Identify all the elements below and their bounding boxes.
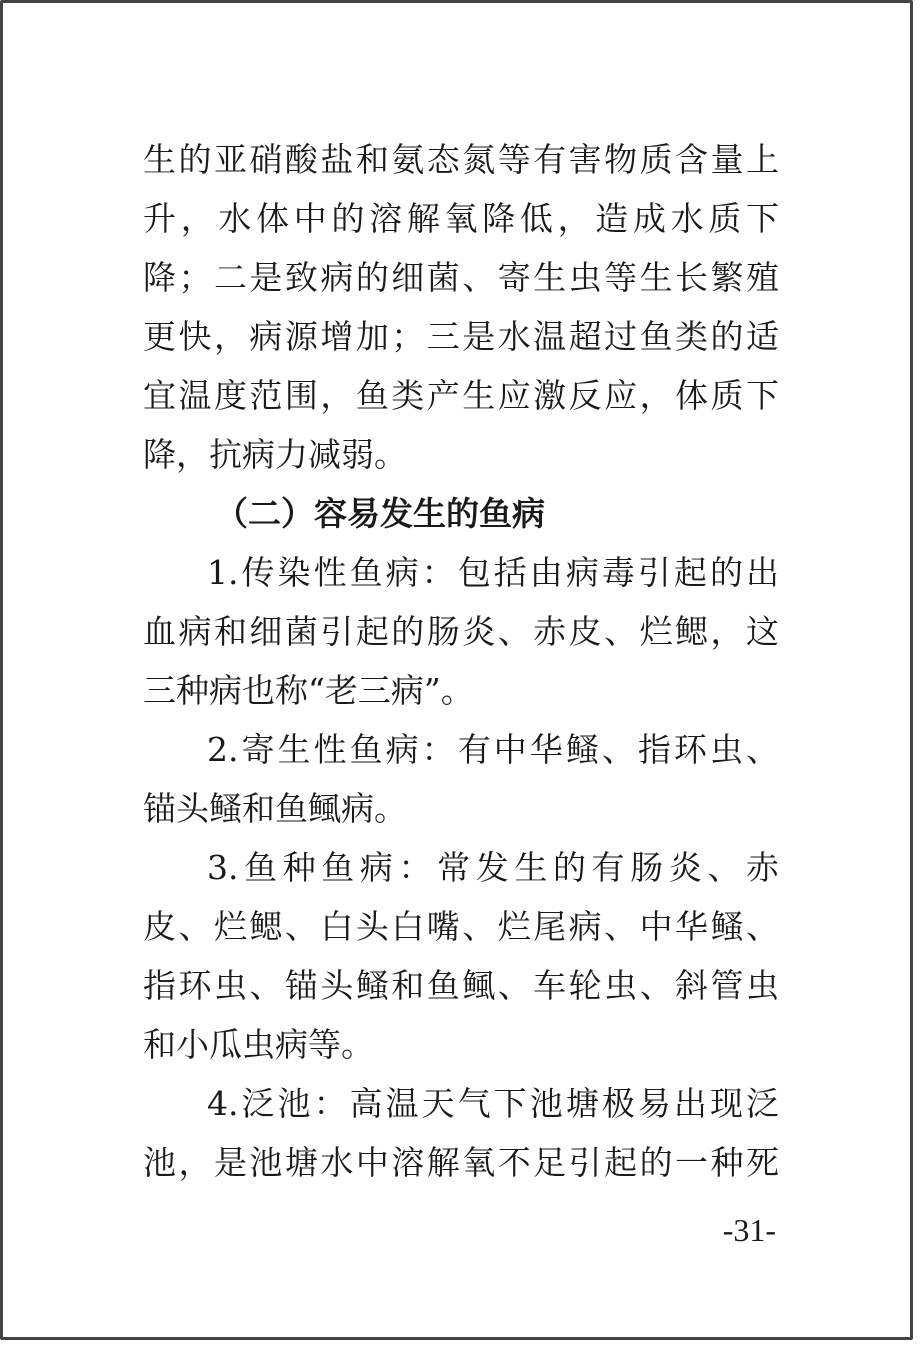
body-line: 升，水体中的溶解氧降低，造成水质下 <box>143 199 779 238</box>
body-line: 降，抗病力减弱。 <box>143 435 407 474</box>
document-body <box>143 130 779 1192</box>
body-line: 生的亚硝酸盐和氨态氮等有害物质含量上 <box>143 140 779 179</box>
item-line: 三种病也称“老三病”。 <box>143 671 474 710</box>
item-line: 2.寄生性鱼病：有中华鳋、指环虫、 <box>207 730 779 769</box>
body-line: 宜温度范围，鱼类产生应激反应，体质下 <box>143 376 779 415</box>
item-line: 锚头鳋和鱼鲺病。 <box>143 789 407 828</box>
body-line: 降；二是致病的细菌、寄生虫等生长繁殖 <box>143 258 779 297</box>
body-line: 更快，病源增加；三是水温超过鱼类的适 <box>143 317 779 356</box>
section-heading: （二）容易发生的鱼病 <box>215 494 545 533</box>
item-line: 1.传染性鱼病：包括由病毒引起的出 <box>207 553 779 592</box>
item-line: 池，是池塘水中溶解氧不足引起的一种死 <box>143 1143 779 1182</box>
item-line: 4.泛池：高温天气下池塘极易出现泛 <box>207 1084 779 1123</box>
item-line: 指环虫、锚头鳋和鱼鲺、车轮虫、斜管虫 <box>143 966 779 1005</box>
item-line: 3.鱼种鱼病：常发生的有肠炎、赤 <box>207 848 779 887</box>
page-number: -31- <box>722 1212 776 1248</box>
item-line: 皮、烂鳃、白头白嘴、烂尾病、中华鳋、 <box>143 907 779 946</box>
item-line: 血病和细菌引起的肠炎、赤皮、烂鳃，这 <box>143 612 779 651</box>
item-line: 和小瓜虫病等。 <box>143 1025 374 1064</box>
